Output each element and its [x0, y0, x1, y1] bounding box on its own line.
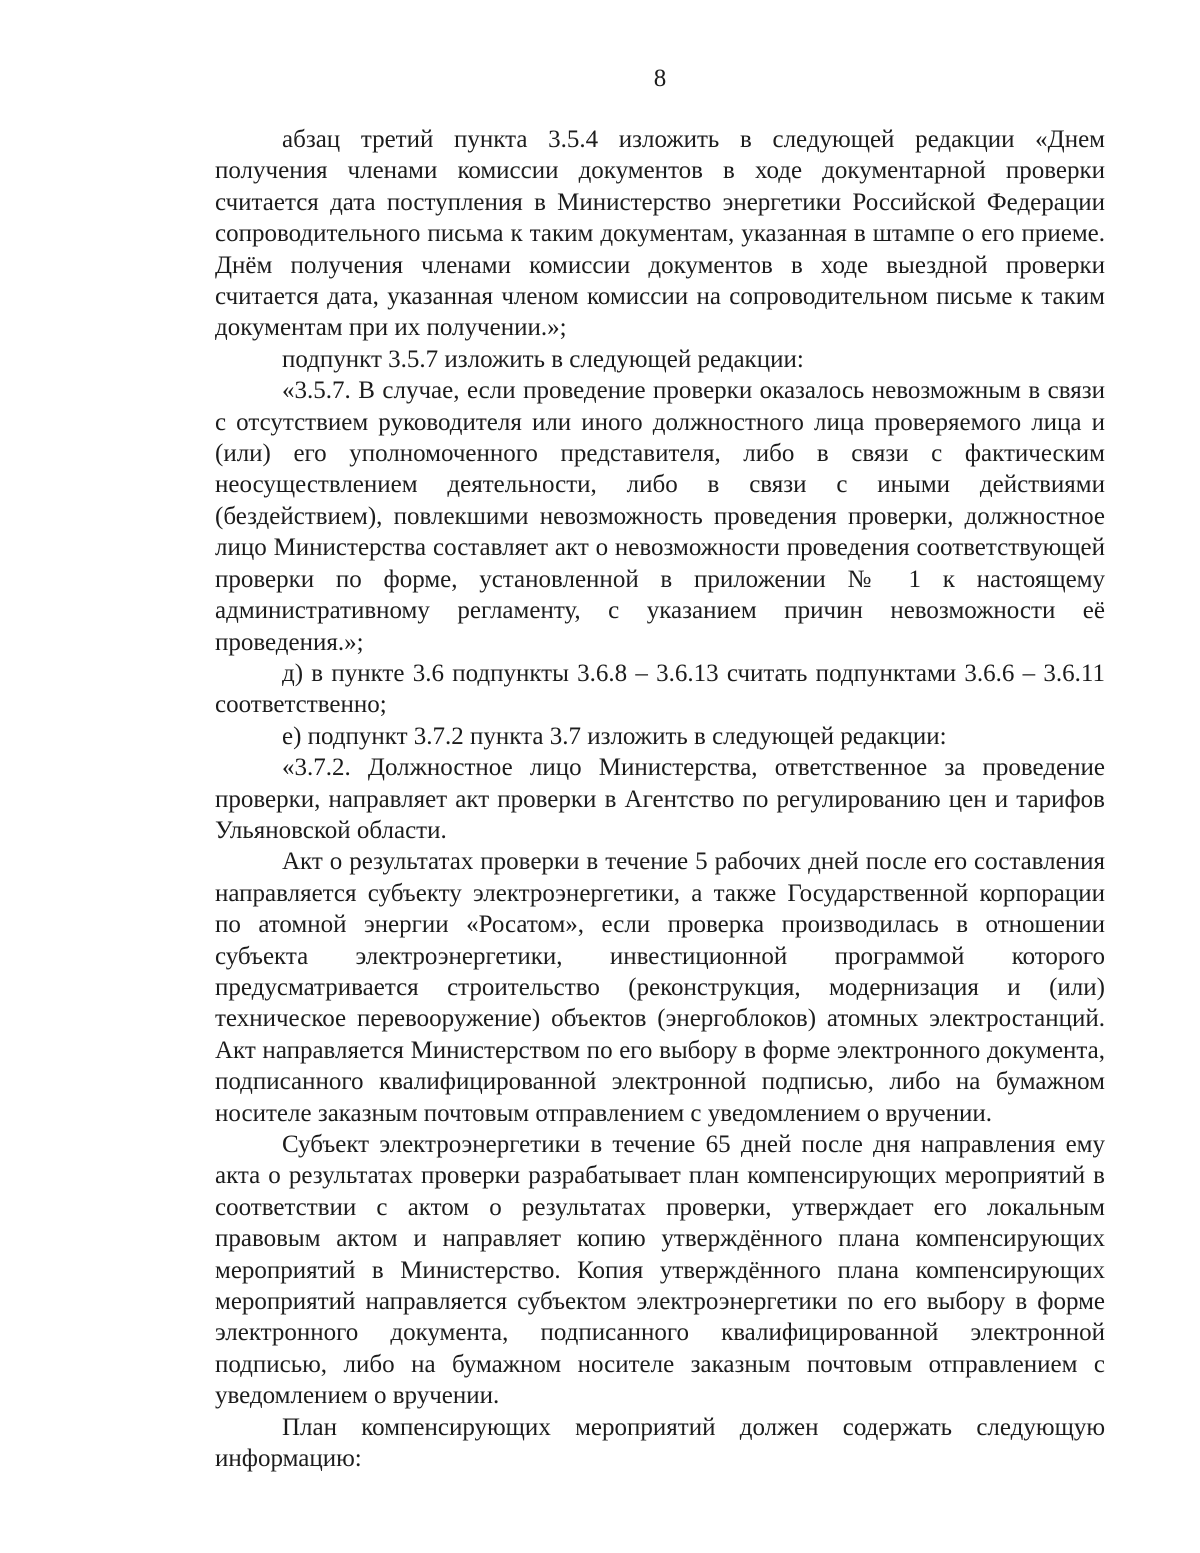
paragraph: План компенсирующих мероприятий должен содержать следующую информацию: [215, 1413, 1105, 1473]
paragraph: е) подпункт 3.7.2 пункта 3.7 изложить в следующей редакции: [282, 722, 947, 750]
document-body [215, 124, 1105, 1474]
paragraph: «3.7.2. Должностное лицо Министерства, ответственное за проведение проверки, направляет акт проверки в Агентство по регулированию цен и тарифов Ульяновской области. [215, 754, 1105, 844]
paragraph: подпункт 3.5.7 изложить в следующей редакции: [282, 345, 804, 373]
paragraph: «3.5.7. В случае, если проведение проверки оказалось невозможным в связи с отсутствием руководителя или иного должностного лица проверяемого лица и (или) его уполномоченного представителя, либо в связи с фактическим неосуществлением деятельности, либо в связи с иными действиями (бездействием), повлекшими невозможность проведения проверки, должностное лицо Министерства составляет акт о невозможности проведения соответствующей проверки по форме, установленной в приложении № 1 к настоящему административному регламенту, с указанием причин невозможности её проведения.»; [215, 377, 1105, 656]
paragraph: Субъект электроэнергетики в течение 65 дней после дня направления ему акта о результатах проверки разрабатывает план компенсирующих мероприятий в соответствии с актом о результатах проверки, утверждает его локальным правовым актом и направляет копию утверждённого плана компенсирующих мероприятий в Министерство. Копия утверждённого плана компенсирующих мероприятий направляется субъектом электроэнергетики по его выбору в форме электронного документа, подписанного квалифицированной электронной подписью, либо на бумажном носителе заказным почтовым отправлением с уведомлением о вручении. [215, 1131, 1105, 1410]
paragraph: абзац третий пункта 3.5.4 изложить в следующей редакции «Днем получения членами комиссии документов в ходе документарной проверки считается дата поступления в Министерство энергетики Российской Федерации сопроводительного письма к таким документам, указанная в штампе о его приеме. Днём получения членами комиссии документов в ходе выездной проверки считается дата, указанная членом комиссии на сопроводительном письме к таким документам при их получении.»; [215, 126, 1105, 342]
paragraph: д) в пункте 3.6 подпункты 3.6.8 – 3.6.13 считать подпунктами 3.6.6 – 3.6.11 соответственно; [215, 659, 1105, 719]
page-number: 8 [653, 65, 667, 92]
paragraph: Акт о результатах проверки в течение 5 рабочих дней после его составления направляется субъекту электроэнергетики, а также Государственной корпорации по атомной энергии «Росатом», если проверка производилась в отношении субъекта электроэнергетики, инвестиционной программой которого предусматривается строительство (реконструкция, модернизация и (или) техническое перевооружение) объектов (энергоблоков) атомных электростанций. Акт направляется Министерством по его выбору в форме электронного документа, подписанного квалифицированной электронной подписью, либо на бумажном носителе заказным почтовым отправлением с уведомлением о вручении. [215, 848, 1105, 1127]
